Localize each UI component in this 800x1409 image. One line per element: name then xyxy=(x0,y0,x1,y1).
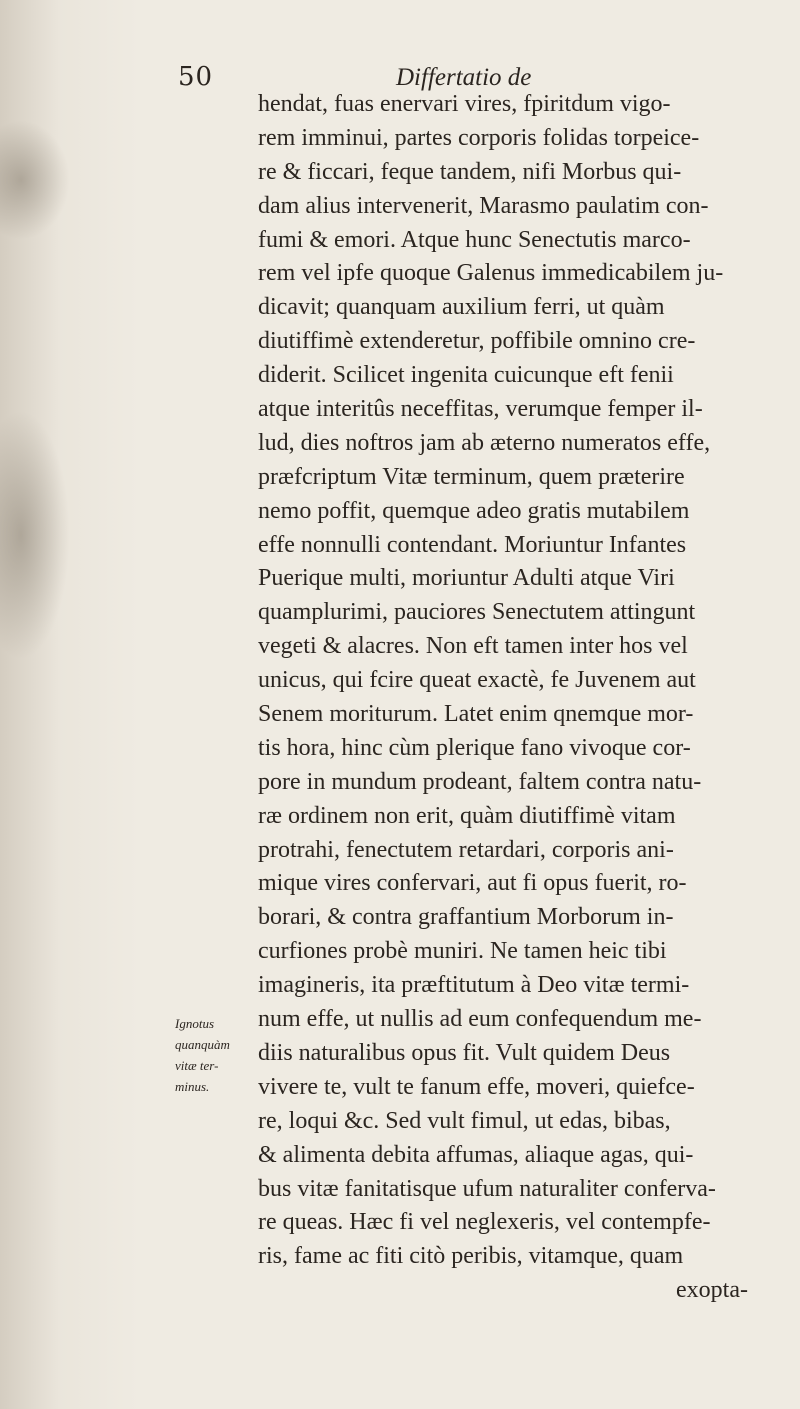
text-line: vegeti & alacres. Non eft tamen inter hos vel xyxy=(258,633,688,660)
text-line: imagineris, ita præftitutum à Deo vitæ termi- xyxy=(258,972,690,999)
text-line: re, loqui &c. Sed vult fimul, ut edas, bibas, xyxy=(258,1107,671,1134)
text-line: diis naturalibus opus fit. Vult quidem Deus xyxy=(258,1039,671,1066)
text-line: nemo poffit, quemque adeo gratis mutabilem xyxy=(258,497,690,524)
text-line: præfcriptum Vitæ terminum, quem præterire xyxy=(258,463,685,490)
page-number: 50 xyxy=(178,62,214,92)
body-text xyxy=(258,88,788,1308)
text-line: protrahi, fenectutem retardari, corporis ani- xyxy=(258,836,674,863)
catchword: exopta- xyxy=(676,1277,748,1304)
text-line: Senem moriturum. Latet enim qnemque mor- xyxy=(258,701,694,728)
text-line: dam alius intervenerit, Marasmo paulatim con- xyxy=(258,192,709,219)
text-line: lud, dies noftros jam ab æterno numeratos effe, xyxy=(258,429,711,456)
text-line: curfiones probè muniri. Ne tamen heic tibi xyxy=(258,938,667,965)
marginal-note-line: Ignotus xyxy=(175,1016,214,1031)
text-line: re queas. Hæc fi vel neglexeris, vel contempfe- xyxy=(258,1209,711,1236)
bleed-through-stain xyxy=(0,410,70,660)
bleed-through-stain xyxy=(0,120,70,240)
text-line: tis hora, hinc cùm plerique fano vivoque cor- xyxy=(258,734,691,761)
text-line: effe nonnulli contendant. Moriuntur Infantes xyxy=(258,531,687,558)
text-line: rem vel ipfe quoque Galenus immedicabilem ju- xyxy=(258,260,724,287)
text-line: rem imminui, partes corporis folidas torpeice- xyxy=(258,124,700,151)
text-line: ræ ordinem non erit, quàm diutiffimè vitam xyxy=(258,802,676,829)
running-head: Differtatio de xyxy=(396,64,532,91)
text-line: borari, & contra graffantium Morborum in- xyxy=(258,904,674,931)
text-line: quamplurimi, pauciores Senectutem attingunt xyxy=(258,599,696,626)
text-line: & alimenta debita affumas, aliaque agas, qui- xyxy=(258,1141,694,1168)
text-line: Puerique multi, moriuntur Adulti atque Viri xyxy=(258,565,675,592)
marginal-note-line: vitæ ter- xyxy=(175,1058,219,1073)
text-line: fumi & emori. Atque hunc Senectutis marco- xyxy=(258,226,691,253)
text-line: vivere te, vult te fanum effe, moveri, quiefce- xyxy=(258,1073,695,1100)
text-line: diderit. Scilicet ingenita cuicunque eft fenii xyxy=(258,362,674,389)
marginal-note-line: minus. xyxy=(175,1079,210,1094)
text-line: dicavit; quanquam auxilium ferri, ut quàm xyxy=(258,294,665,321)
text-line: diutiffimè extenderetur, poffibile omnino cre- xyxy=(258,328,696,355)
text-line: unicus, qui fcire queat exactè, fe Juvenem aut xyxy=(258,667,696,694)
text-line: num effe, ut nullis ad eum confequendum me- xyxy=(258,1006,702,1033)
text-line: pore in mundum prodeant, faltem contra natu- xyxy=(258,768,702,795)
text-line: hendat, fuas enervari vires, fpiritdum vigo- xyxy=(258,91,671,117)
text-line: bus vitæ fanitatisque ufum naturaliter conferva- xyxy=(258,1175,716,1202)
text-line: re & ficcari, feque tandem, nifi Morbus qui- xyxy=(258,158,682,185)
marginal-note-line: quanquàm xyxy=(175,1037,230,1052)
text-line: atque interitûs neceffitas, verumque femper il- xyxy=(258,396,703,423)
text-line: mique vires confervari, aut fi opus fuerit, ro- xyxy=(258,870,687,897)
marginal-note xyxy=(175,1013,255,1097)
text-line: ris, fame ac fiti citò peribis, vitamque, quam xyxy=(258,1243,684,1270)
